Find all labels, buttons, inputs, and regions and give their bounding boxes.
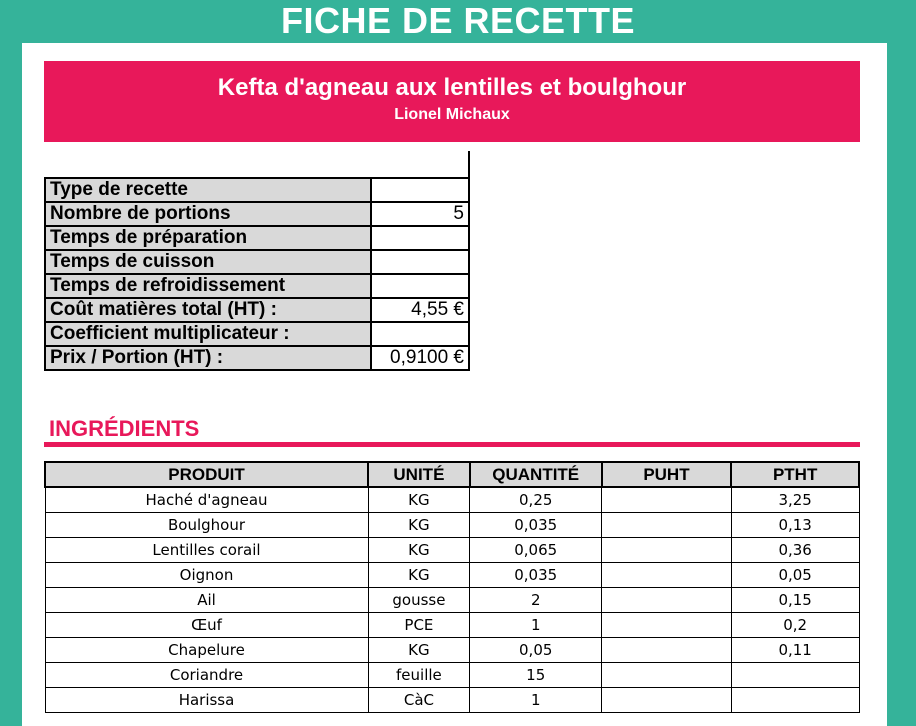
- column-header: PUHT: [602, 462, 732, 487]
- table-cell[interactable]: 0,36: [731, 538, 859, 563]
- info-value[interactable]: [371, 322, 469, 346]
- table-cell[interactable]: 0,25: [470, 487, 602, 513]
- column-header: PRODUIT: [45, 462, 368, 487]
- info-label: Nombre de portions: [45, 202, 371, 226]
- info-label: Temps de cuisson: [45, 250, 371, 274]
- table-cell[interactable]: [602, 588, 732, 613]
- ingredients-divider: [44, 442, 860, 447]
- info-row: [45, 346, 469, 370]
- table-cell[interactable]: 0,065: [470, 538, 602, 563]
- table-row: [45, 688, 859, 713]
- cell-border-divider: [468, 151, 470, 177]
- page-title: FICHE DE RECETTE: [280, 0, 636, 41]
- table-cell[interactable]: KG: [368, 563, 470, 588]
- table-cell[interactable]: 1: [470, 688, 602, 713]
- table-cell[interactable]: 0,11: [731, 638, 859, 663]
- info-row: [45, 298, 469, 322]
- recipe-author: Lionel Michaux: [394, 106, 510, 123]
- table-cell[interactable]: 0,035: [470, 513, 602, 538]
- table-cell[interactable]: PCE: [368, 613, 470, 638]
- table-cell[interactable]: Haché d'agneau: [45, 487, 368, 513]
- ingredients-table: [44, 461, 860, 713]
- table-cell[interactable]: Ail: [45, 588, 368, 613]
- table-cell[interactable]: 15: [470, 663, 602, 688]
- table-cell[interactable]: 0,035: [470, 563, 602, 588]
- table-cell[interactable]: gousse: [368, 588, 470, 613]
- column-header: UNITÉ: [368, 462, 470, 487]
- info-label: Coût matières total (HT) :: [45, 298, 371, 322]
- table-cell[interactable]: 0,2: [731, 613, 859, 638]
- info-label: Type de recette: [45, 178, 371, 202]
- table-row: [45, 563, 859, 588]
- info-value[interactable]: [371, 178, 469, 202]
- table-cell[interactable]: 0,05: [731, 563, 859, 588]
- table-cell[interactable]: KG: [368, 638, 470, 663]
- table-cell[interactable]: [731, 663, 859, 688]
- table-cell[interactable]: Lentilles corail: [45, 538, 368, 563]
- table-cell[interactable]: KG: [368, 538, 470, 563]
- table-cell[interactable]: [602, 613, 732, 638]
- column-header: PTHT: [731, 462, 859, 487]
- table-cell[interactable]: 0,15: [731, 588, 859, 613]
- table-cell[interactable]: Chapelure: [45, 638, 368, 663]
- recipe-name: Kefta d'agneau aux lentilles et boulghour: [217, 74, 687, 101]
- info-label: Temps de préparation: [45, 226, 371, 250]
- table-cell[interactable]: [602, 513, 732, 538]
- info-row: [45, 178, 469, 202]
- table-cell[interactable]: 3,25: [731, 487, 859, 513]
- info-row: [45, 322, 469, 346]
- table-cell[interactable]: [731, 688, 859, 713]
- info-row: [45, 202, 469, 226]
- info-row: [45, 250, 469, 274]
- table-cell[interactable]: feuille: [368, 663, 470, 688]
- ingredients-section-title: INGRÉDIENTS: [49, 416, 200, 441]
- table-cell[interactable]: Oignon: [45, 563, 368, 588]
- table-row: [45, 638, 859, 663]
- table-cell[interactable]: [602, 563, 732, 588]
- table-row: [45, 513, 859, 538]
- table-cell[interactable]: KG: [368, 487, 470, 513]
- info-value[interactable]: 5: [371, 202, 469, 226]
- table-cell[interactable]: 2: [470, 588, 602, 613]
- table-cell[interactable]: CàC: [368, 688, 470, 713]
- info-label: Prix / Portion (HT) :: [45, 346, 371, 370]
- table-cell[interactable]: KG: [368, 513, 470, 538]
- recipe-sheet: [22, 43, 887, 726]
- table-cell[interactable]: [602, 487, 732, 513]
- info-value[interactable]: 4,55 €: [371, 298, 469, 322]
- info-value[interactable]: [371, 274, 469, 298]
- info-value[interactable]: [371, 226, 469, 250]
- recipe-banner: [44, 61, 860, 142]
- table-cell[interactable]: [602, 663, 732, 688]
- table-row: [45, 538, 859, 563]
- table-cell[interactable]: 0,13: [731, 513, 859, 538]
- info-label: Coefficient multiplicateur :: [45, 322, 371, 346]
- table-row: [45, 588, 859, 613]
- column-header: QUANTITÉ: [470, 462, 602, 487]
- table-row: [45, 487, 859, 513]
- table-row: [45, 663, 859, 688]
- info-label: Temps de refroidissement: [45, 274, 371, 298]
- table-cell[interactable]: 0,05: [470, 638, 602, 663]
- table-cell[interactable]: [602, 688, 732, 713]
- table-cell[interactable]: [602, 538, 732, 563]
- table-cell[interactable]: [602, 638, 732, 663]
- table-cell[interactable]: Boulghour: [45, 513, 368, 538]
- info-value[interactable]: 0,9100 €: [371, 346, 469, 370]
- table-cell[interactable]: 1: [470, 613, 602, 638]
- info-row: [45, 274, 469, 298]
- recipe-info-table: [44, 177, 470, 371]
- info-row: [45, 226, 469, 250]
- table-cell[interactable]: Œuf: [45, 613, 368, 638]
- table-cell[interactable]: Harissa: [45, 688, 368, 713]
- table-cell[interactable]: Coriandre: [45, 663, 368, 688]
- info-value[interactable]: [371, 250, 469, 274]
- table-row: [45, 613, 859, 638]
